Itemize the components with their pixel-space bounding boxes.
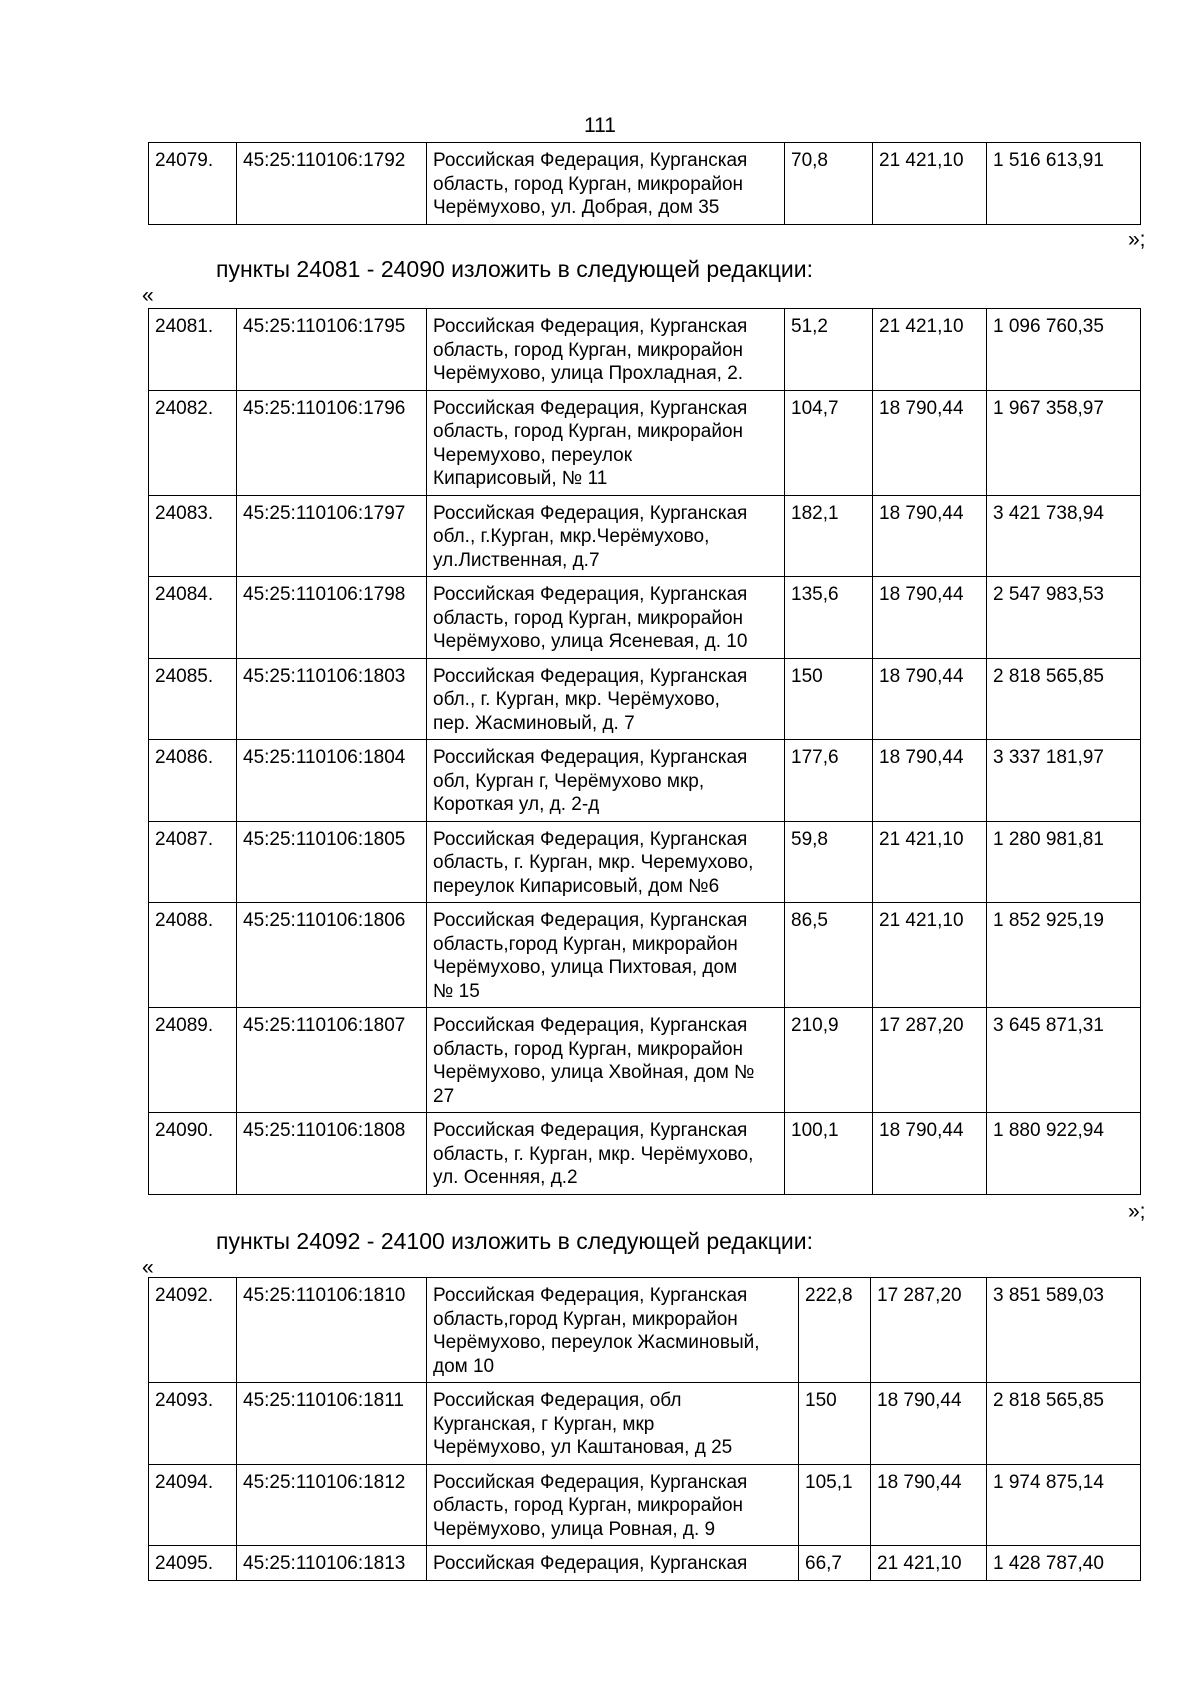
item-number-cell: 24089. xyxy=(149,1008,237,1113)
item-number-cell: 24086. xyxy=(149,740,237,822)
cadastral-cost-cell: 2 818 565,85 xyxy=(987,1383,1141,1465)
table-row xyxy=(149,903,1141,1008)
cadastral-number-cell: 45:25:110106:1810 xyxy=(237,1278,427,1383)
area-cell: 66,7 xyxy=(799,1546,871,1581)
item-number-cell: 24095. xyxy=(149,1546,237,1581)
address-cell: Российская Федерация, Курганская обл., г. Курган, мкр. Черёмухово, пер. Жасминовый, д. 7 xyxy=(427,658,785,740)
unit-value-cell: 18 790,44 xyxy=(873,658,987,740)
cadastral-number-cell: 45:25:110106:1805 xyxy=(237,821,427,903)
cadastral-cost-cell: 1 096 760,35 xyxy=(987,309,1141,391)
cadastral-number-cell: 45:25:110106:1795 xyxy=(237,309,427,391)
address-cell: Российская Федерация, Курганская область, город Курган, микрорайон Черёмухово, улица Ровная, д. 9 xyxy=(427,1464,799,1546)
table-row xyxy=(149,1546,1141,1581)
area-cell: 177,6 xyxy=(785,740,873,822)
item-number-cell: 24079. xyxy=(149,143,237,225)
unit-value-cell: 18 790,44 xyxy=(871,1383,987,1465)
area-cell: 210,9 xyxy=(785,1008,873,1113)
area-cell: 70,8 xyxy=(785,143,873,225)
address-cell: Российская Федерация, Курганская область,город Курган, микрорайон Черёмухово, улица Пихтовая, дом № 15 xyxy=(427,903,785,1008)
cadastral-number-cell: 45:25:110106:1796 xyxy=(237,390,427,495)
cadastral-cost-cell: 1 428 787,40 xyxy=(987,1546,1141,1581)
cadastral-number-cell: 45:25:110106:1812 xyxy=(237,1464,427,1546)
table-row xyxy=(149,143,1141,225)
item-number-cell: 24088. xyxy=(149,903,237,1008)
item-number-cell: 24084. xyxy=(149,577,237,659)
table-row xyxy=(149,577,1141,659)
address-cell: Российская Федерация, Курганская область, город Курган, микрорайон Черёмухово, улица Ясеневая, д. 10 xyxy=(427,577,785,659)
area-cell: 51,2 xyxy=(785,309,873,391)
item-number-cell: 24081. xyxy=(149,309,237,391)
table-row xyxy=(149,658,1141,740)
area-cell: 150 xyxy=(785,658,873,740)
cadastral-number-cell: 45:25:110106:1813 xyxy=(237,1546,427,1581)
unit-value-cell: 18 790,44 xyxy=(873,1113,987,1195)
cadastral-cost-cell: 2 547 983,53 xyxy=(987,577,1141,659)
cadastral-number-cell: 45:25:110106:1807 xyxy=(237,1008,427,1113)
area-cell: 100,1 xyxy=(785,1113,873,1195)
cadastral-number-cell: 45:25:110106:1808 xyxy=(237,1113,427,1195)
item-number-cell: 24092. xyxy=(149,1278,237,1383)
unit-value-cell: 21 421,10 xyxy=(873,821,987,903)
area-cell: 105,1 xyxy=(799,1464,871,1546)
cadastral-cost-cell: 1 852 925,19 xyxy=(987,903,1141,1008)
opening-quote: « xyxy=(142,1256,154,1279)
item-number-cell: 24083. xyxy=(149,495,237,577)
closing-quote: »; xyxy=(1128,1200,1146,1223)
area-cell: 135,6 xyxy=(785,577,873,659)
table-row xyxy=(149,821,1141,903)
address-cell: Российская Федерация, Курганская область, город Курган, микрорайон Черемухово, переулок Кипарисовый, № 11 xyxy=(427,390,785,495)
cadastral-cost-cell: 1 880 922,94 xyxy=(987,1113,1141,1195)
table-row xyxy=(149,1278,1141,1383)
unit-value-cell: 18 790,44 xyxy=(873,740,987,822)
closing-quote: »; xyxy=(1128,228,1146,251)
area-cell: 182,1 xyxy=(785,495,873,577)
unit-value-cell: 17 287,20 xyxy=(871,1278,987,1383)
section-heading: пункты 24081 - 24090 изложить в следующей редакции: xyxy=(216,256,813,282)
cadastral-cost-cell: 3 851 589,03 xyxy=(987,1278,1141,1383)
address-cell: Российская Федерация, Курганская обл, Курган г, Черёмухово мкр, Короткая ул, д. 2-д xyxy=(427,740,785,822)
address-cell: Российская Федерация, Курганская область, город Курган, микрорайон Черёмухово, ул. Добрая, дом 35 xyxy=(427,143,785,225)
address-cell: Российская Федерация, обл Курганская, г Курган, мкр Черёмухово, ул Каштановая, д 25 xyxy=(427,1383,799,1465)
address-cell: Российская Федерация, Курганская xyxy=(427,1546,799,1581)
address-cell: Российская Федерация, Курганская область,город Курган, микрорайон Черёмухово, переулок Жасминовый, дом 10 xyxy=(427,1278,799,1383)
unit-value-cell: 21 421,10 xyxy=(873,903,987,1008)
address-cell: Российская Федерация, Курганская область, город Курган, микрорайон Черёмухово, улица Прохладная, 2. xyxy=(427,309,785,391)
cadastral-cost-cell: 3 421 738,94 xyxy=(987,495,1141,577)
item-number-cell: 24085. xyxy=(149,658,237,740)
table-row xyxy=(149,1464,1141,1546)
table-row xyxy=(149,309,1141,391)
cadastral-cost-cell: 1 974 875,14 xyxy=(987,1464,1141,1546)
unit-value-cell: 21 421,10 xyxy=(873,143,987,225)
table-row xyxy=(149,1008,1141,1113)
opening-quote: « xyxy=(142,284,154,307)
item-number-cell: 24087. xyxy=(149,821,237,903)
section-heading: пункты 24092 - 24100 изложить в следующей редакции: xyxy=(216,1228,813,1254)
cadastral-cost-cell: 2 818 565,85 xyxy=(987,658,1141,740)
address-cell: Российская Федерация, Курганская область, г. Курган, мкр. Черёмухово, ул. Осенняя, д.2 xyxy=(427,1113,785,1195)
table-row xyxy=(149,1383,1141,1465)
unit-value-cell: 17 287,20 xyxy=(873,1008,987,1113)
table-row xyxy=(149,390,1141,495)
address-cell: Российская Федерация, Курганская область, г. Курган, мкр. Черемухово, переулок Кипарисовый, дом №6 xyxy=(427,821,785,903)
unit-value-cell: 18 790,44 xyxy=(871,1464,987,1546)
address-cell: Российская Федерация, Курганская область, город Курган, микрорайон Черёмухово, улица Хвойная, дом № 27 xyxy=(427,1008,785,1113)
area-cell: 222,8 xyxy=(799,1278,871,1383)
cadastral-number-cell: 45:25:110106:1806 xyxy=(237,903,427,1008)
unit-value-cell: 18 790,44 xyxy=(873,390,987,495)
registry-table-2 xyxy=(148,308,1141,1195)
unit-value-cell: 21 421,10 xyxy=(871,1546,987,1581)
cadastral-number-cell: 45:25:110106:1797 xyxy=(237,495,427,577)
address-cell: Российская Федерация, Курганская обл., г.Курган, мкр.Черёмухово, ул.Лиственная, д.7 xyxy=(427,495,785,577)
item-number-cell: 24090. xyxy=(149,1113,237,1195)
unit-value-cell: 18 790,44 xyxy=(873,495,987,577)
table-row xyxy=(149,1113,1141,1195)
area-cell: 150 xyxy=(799,1383,871,1465)
cadastral-number-cell: 45:25:110106:1811 xyxy=(237,1383,427,1465)
cadastral-cost-cell: 3 645 871,31 xyxy=(987,1008,1141,1113)
unit-value-cell: 18 790,44 xyxy=(873,577,987,659)
cadastral-cost-cell: 3 337 181,97 xyxy=(987,740,1141,822)
cadastral-cost-cell: 1 516 613,91 xyxy=(987,143,1141,225)
registry-table-3 xyxy=(148,1277,1141,1581)
table-row xyxy=(149,740,1141,822)
table-row xyxy=(149,495,1141,577)
unit-value-cell: 21 421,10 xyxy=(873,309,987,391)
cadastral-cost-cell: 1 967 358,97 xyxy=(987,390,1141,495)
cadastral-number-cell: 45:25:110106:1792 xyxy=(237,143,427,225)
item-number-cell: 24082. xyxy=(149,390,237,495)
area-cell: 104,7 xyxy=(785,390,873,495)
area-cell: 59,8 xyxy=(785,821,873,903)
cadastral-cost-cell: 1 280 981,81 xyxy=(987,821,1141,903)
area-cell: 86,5 xyxy=(785,903,873,1008)
item-number-cell: 24094. xyxy=(149,1464,237,1546)
page-number: 111 xyxy=(584,114,616,137)
cadastral-number-cell: 45:25:110106:1803 xyxy=(237,658,427,740)
registry-table-1 xyxy=(148,142,1141,225)
cadastral-number-cell: 45:25:110106:1804 xyxy=(237,740,427,822)
item-number-cell: 24093. xyxy=(149,1383,237,1465)
cadastral-number-cell: 45:25:110106:1798 xyxy=(237,577,427,659)
